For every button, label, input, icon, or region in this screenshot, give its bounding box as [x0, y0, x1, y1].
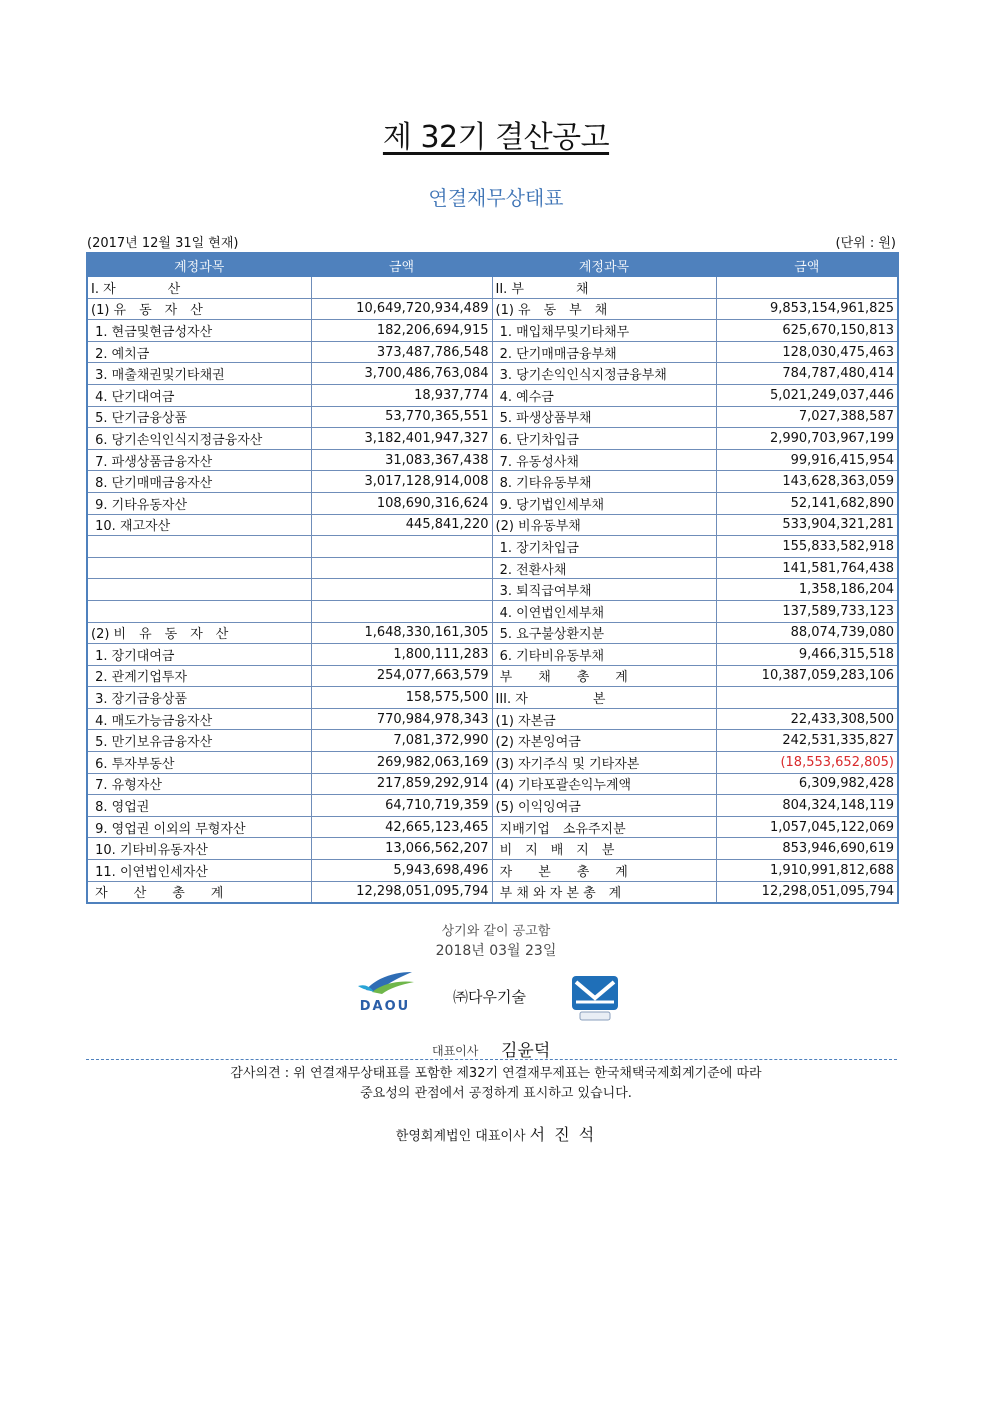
- asset-account-cell: 9. 영업권 이외의 무형자산: [87, 816, 311, 838]
- table-row: [87, 752, 898, 774]
- asset-amount-cell: 1,800,111,283: [311, 644, 492, 666]
- liability-amount-cell: 853,946,690,619: [716, 838, 898, 860]
- liability-account-cell: (3) 자기주식 및 기타자본: [492, 752, 716, 774]
- asset-account-cell: 6. 당기손익인식지정금융자산: [87, 428, 311, 450]
- asset-amount-cell: 18,937,774: [311, 384, 492, 406]
- asset-account-cell: 2. 관계기업투자: [87, 665, 311, 687]
- liability-amount-cell: 22,433,308,500: [716, 708, 898, 730]
- table-row: [87, 881, 898, 903]
- liability-amount-cell: 10,387,059,283,106: [716, 665, 898, 687]
- asset-amount-cell: [311, 579, 492, 601]
- table-row: [87, 471, 898, 493]
- asset-account-cell: 3. 장기금융상품: [87, 687, 311, 709]
- asset-account-cell: 4. 단기대여금: [87, 384, 311, 406]
- page-title: 제 32기 결산공고: [382, 120, 610, 155]
- asset-amount-cell: 445,841,220: [311, 514, 492, 536]
- asset-amount-cell: 3,017,128,914,008: [311, 471, 492, 493]
- asset-amount-cell: 5,943,698,496: [311, 860, 492, 882]
- liability-amount-cell: (18,553,652,805): [716, 752, 898, 774]
- asset-amount-cell: 10,649,720,934,489: [311, 298, 492, 320]
- asset-amount-cell: 269,982,063,169: [311, 752, 492, 774]
- announcement-date: 2018년 03월 23일: [435, 943, 557, 959]
- liability-account-cell: 2. 전환사채: [492, 557, 716, 579]
- asset-amount-cell: 64,710,719,359: [311, 795, 492, 817]
- header-amount-assets: 금액: [311, 253, 492, 277]
- ceo-name: 김윤덕: [501, 1041, 551, 1061]
- asset-amount-cell: [311, 536, 492, 558]
- liability-amount-cell: 625,670,150,813: [716, 320, 898, 342]
- asset-account-cell: 5. 만기보유금융자산: [87, 730, 311, 752]
- header-account-assets: 계정과목: [87, 253, 311, 277]
- liability-amount-cell: [716, 687, 898, 709]
- liability-account-cell: (2) 비유동부채: [492, 514, 716, 536]
- liability-account-cell: 1. 매입채무및기타채무: [492, 320, 716, 342]
- liability-account-cell: 3. 당기손익인식지정금융부채: [492, 363, 716, 385]
- table-row: [87, 492, 898, 514]
- asset-account-cell: 9. 기타유동자산: [87, 492, 311, 514]
- daou-logo-text: DAOU: [359, 999, 411, 1014]
- table-row: [87, 816, 898, 838]
- table-row: [87, 665, 898, 687]
- header-account-liabilities: 계정과목: [492, 253, 716, 277]
- asset-amount-cell: [311, 600, 492, 622]
- liability-account-cell: 부 채 총 계: [492, 665, 716, 687]
- asset-account-cell: 7. 유형자산: [87, 773, 311, 795]
- table-row: [87, 838, 898, 860]
- table-row: [87, 708, 898, 730]
- asset-account-cell: 자 산 총 계: [87, 881, 311, 903]
- table-row: [87, 514, 898, 536]
- auditor-name: 서 진 석: [529, 1125, 597, 1144]
- table-row: [87, 773, 898, 795]
- liability-account-cell: 2. 단기매매금융부채: [492, 341, 716, 363]
- asset-amount-cell: 1,648,330,161,305: [311, 622, 492, 644]
- liability-account-cell: 5. 파생상품부채: [492, 406, 716, 428]
- table-header-row: [87, 253, 898, 277]
- liability-amount-cell: 128,030,475,463: [716, 341, 898, 363]
- asset-account-cell: (1) 유 동 자 산: [87, 298, 311, 320]
- liability-amount-cell: 143,628,363,059: [716, 471, 898, 493]
- dashed-divider: [86, 1059, 897, 1060]
- announcement-note: 상기와 같이 공고함: [441, 924, 551, 939]
- liability-amount-cell: 1,910,991,812,688: [716, 860, 898, 882]
- liability-amount-cell: 88,074,739,080: [716, 622, 898, 644]
- table-row: [87, 320, 898, 342]
- liability-account-cell: 부 채 와 자 본 총 계: [492, 881, 716, 903]
- balance-sheet-table: [86, 252, 899, 904]
- asset-amount-cell: 13,066,562,207: [311, 838, 492, 860]
- asset-account-cell: 3. 매출채권및기타채권: [87, 363, 311, 385]
- asset-amount-cell: 42,665,123,465: [311, 816, 492, 838]
- liability-account-cell: 7. 유동성사채: [492, 449, 716, 471]
- asset-account-cell: 1. 현금및현금성자산: [87, 320, 311, 342]
- ceo-label: 대표이사: [432, 1044, 479, 1058]
- liability-amount-cell: 137,589,733,123: [716, 600, 898, 622]
- asset-account-cell: (2) 비 유 동 자 산: [87, 622, 311, 644]
- asset-account-cell: 10. 재고자산: [87, 514, 311, 536]
- liability-account-cell: (4) 기타포괄손익누계액: [492, 773, 716, 795]
- liability-amount-cell: 784,787,480,414: [716, 363, 898, 385]
- table-row: [87, 384, 898, 406]
- liability-account-cell: 5. 요구불상환지분: [492, 622, 716, 644]
- table-row: [87, 277, 898, 299]
- liability-account-cell: 4. 이연법인세부채: [492, 600, 716, 622]
- audit-opinion-line2: 중요성의 관점에서 공정하게 표시하고 있습니다.: [360, 1086, 632, 1101]
- auditor-prefix: 한영회계법인 대표이사: [395, 1129, 526, 1144]
- liability-amount-cell: 9,853,154,961,825: [716, 298, 898, 320]
- table-row: [87, 298, 898, 320]
- liability-amount-cell: 804,324,148,119: [716, 795, 898, 817]
- liability-amount-cell: 7,027,388,587: [716, 406, 898, 428]
- table-row: [87, 406, 898, 428]
- asset-account-cell: [87, 579, 311, 601]
- table-row: [87, 449, 898, 471]
- liability-account-cell: (2) 자본잉여금: [492, 730, 716, 752]
- asset-amount-cell: 7,081,372,990: [311, 730, 492, 752]
- liability-account-cell: 6. 단기차입금: [492, 428, 716, 450]
- liability-amount-cell: 155,833,582,918: [716, 536, 898, 558]
- asset-account-cell: 6. 투자부동산: [87, 752, 311, 774]
- liability-amount-cell: 141,581,764,438: [716, 557, 898, 579]
- asset-amount-cell: 3,182,401,947,327: [311, 428, 492, 450]
- unit-note: (단위 : 원): [835, 236, 896, 251]
- liability-amount-cell: 9,466,315,518: [716, 644, 898, 666]
- company-seal-icon: [566, 972, 624, 1024]
- asset-account-cell: 10. 기타비유동자산: [87, 838, 311, 860]
- asset-account-cell: 8. 영업권: [87, 795, 311, 817]
- asset-account-cell: 8. 단기매매금융자산: [87, 471, 311, 493]
- asset-amount-cell: [311, 557, 492, 579]
- asset-account-cell: [87, 600, 311, 622]
- liability-amount-cell: 242,531,335,827: [716, 730, 898, 752]
- liability-amount-cell: 99,916,415,954: [716, 449, 898, 471]
- table-row: [87, 860, 898, 882]
- liability-account-cell: 1. 장기차입금: [492, 536, 716, 558]
- liability-account-cell: (1) 자본금: [492, 708, 716, 730]
- asset-amount-cell: 108,690,316,624: [311, 492, 492, 514]
- liability-amount-cell: 6,309,982,428: [716, 773, 898, 795]
- liability-account-cell: 6. 기타비유동부채: [492, 644, 716, 666]
- liability-account-cell: II. 부 채: [492, 277, 716, 299]
- asset-amount-cell: 373,487,786,548: [311, 341, 492, 363]
- liability-account-cell: III. 자 본: [492, 687, 716, 709]
- audit-opinion-line1: 감사의견 : 위 연결재무상태표를 포함한 제32기 연결재무제표는 한국채택국제회계기준에 따라: [230, 1066, 762, 1081]
- asset-amount-cell: 770,984,978,343: [311, 708, 492, 730]
- asset-account-cell: 11. 이연법인세자산: [87, 860, 311, 882]
- liability-account-cell: 지배기업 소유주지분: [492, 816, 716, 838]
- asset-account-cell: I. 자 산: [87, 277, 311, 299]
- asset-amount-cell: 12,298,051,095,794: [311, 881, 492, 903]
- asset-account-cell: 2. 예치금: [87, 341, 311, 363]
- date-note: (2017년 12월 31일 현재): [87, 236, 239, 251]
- asset-account-cell: 5. 단기금융상품: [87, 406, 311, 428]
- table-row: [87, 600, 898, 622]
- liability-account-cell: 자 본 총 계: [492, 860, 716, 882]
- table-row: [87, 687, 898, 709]
- table-row: [87, 428, 898, 450]
- liability-amount-cell: 1,358,186,204: [716, 579, 898, 601]
- liability-account-cell: 4. 예수금: [492, 384, 716, 406]
- table-row: [87, 644, 898, 666]
- liability-account-cell: 비 지 배 지 분: [492, 838, 716, 860]
- liability-account-cell: (5) 이익잉여금: [492, 795, 716, 817]
- daou-logo: [342, 968, 428, 1014]
- asset-amount-cell: 53,770,365,551: [311, 406, 492, 428]
- liability-amount-cell: [716, 277, 898, 299]
- asset-amount-cell: 254,077,663,579: [311, 665, 492, 687]
- liability-amount-cell: 1,057,045,122,069: [716, 816, 898, 838]
- table-row: [87, 622, 898, 644]
- liability-amount-cell: 52,141,682,890: [716, 492, 898, 514]
- asset-account-cell: [87, 536, 311, 558]
- table-row: [87, 536, 898, 558]
- liability-account-cell: 3. 퇴직급여부채: [492, 579, 716, 601]
- asset-amount-cell: [311, 277, 492, 299]
- liability-amount-cell: 12,298,051,095,794: [716, 881, 898, 903]
- table-row: [87, 557, 898, 579]
- table-row: [87, 363, 898, 385]
- table-row: [87, 730, 898, 752]
- asset-account-cell: 7. 파생상품금융자산: [87, 449, 311, 471]
- asset-account-cell: 1. 장기대여금: [87, 644, 311, 666]
- asset-amount-cell: 3,700,486,763,084: [311, 363, 492, 385]
- liability-account-cell: 9. 당기법인세부채: [492, 492, 716, 514]
- asset-amount-cell: 182,206,694,915: [311, 320, 492, 342]
- auditor-signature: [0, 1122, 992, 1145]
- liability-account-cell: (1) 유 동 부 채: [492, 298, 716, 320]
- header-amount-liabilities: 금액: [716, 253, 898, 277]
- liability-amount-cell: 2,990,703,967,199: [716, 428, 898, 450]
- table-row: [87, 341, 898, 363]
- liability-amount-cell: 5,021,249,037,446: [716, 384, 898, 406]
- asset-amount-cell: 31,083,367,438: [311, 449, 492, 471]
- liability-account-cell: 8. 기타유동부채: [492, 471, 716, 493]
- asset-account-cell: 4. 매도가능금융자산: [87, 708, 311, 730]
- asset-account-cell: [87, 557, 311, 579]
- asset-amount-cell: 158,575,500: [311, 687, 492, 709]
- liability-amount-cell: 533,904,321,281: [716, 514, 898, 536]
- asset-amount-cell: 217,859,292,914: [311, 773, 492, 795]
- company-name: ㈜다우기술: [453, 988, 526, 1006]
- table-row: [87, 579, 898, 601]
- statement-subtitle: 연결재무상태표: [428, 186, 564, 210]
- table-row: [87, 795, 898, 817]
